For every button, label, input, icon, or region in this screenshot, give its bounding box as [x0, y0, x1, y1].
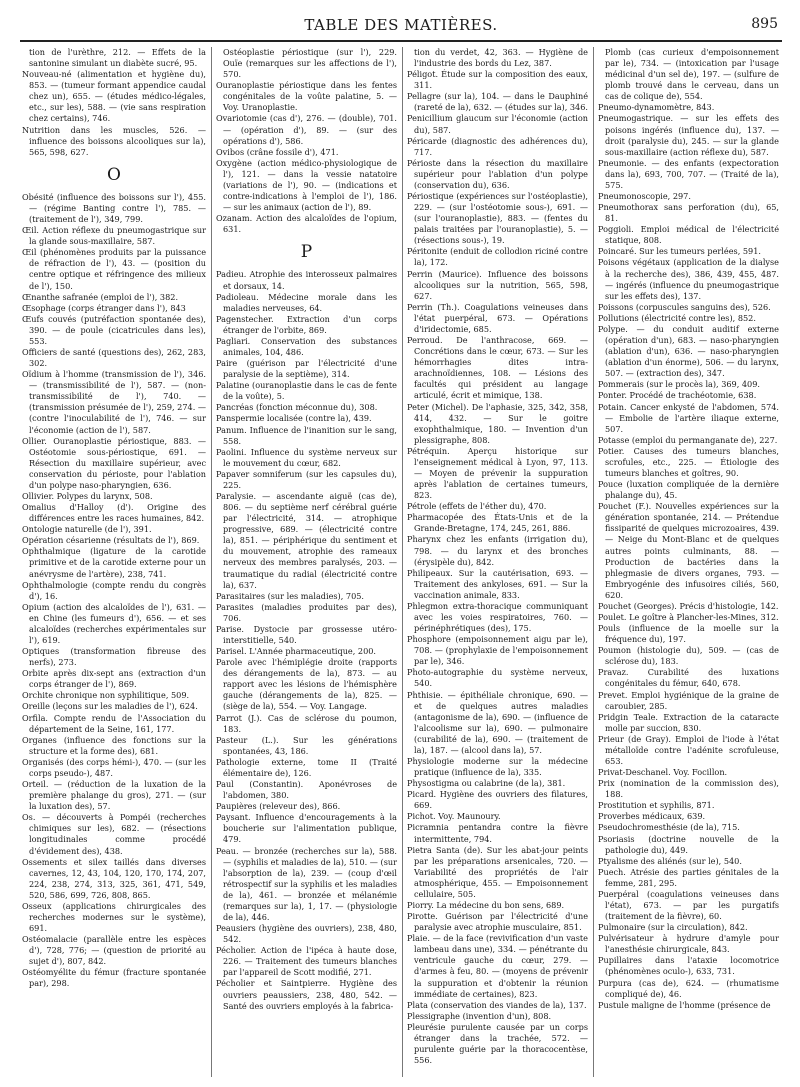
index-entry: Pneumonie. — des enfants (expectoration dans la), 693, 700, 707. — (Traité de la), 575.	[598, 157, 779, 190]
index-entry: Perrin (Th.). Coagulations veineuses dans l'état puerpéral, 673. — Opérations d'iridectomie, 685.	[407, 301, 588, 334]
index-entry: Pichot. Voy. Maunoury.	[407, 811, 501, 822]
index-entry: Oreille (leçons sur les maladies de l'), 624.	[22, 701, 198, 712]
index-entry: Pagenstecher. Extraction d'un corps étranger de l'orbite, 869.	[216, 313, 397, 335]
index-entry: Paul (Constantin). Aponévroses de l'abdomen, 380.	[216, 779, 397, 801]
index-entry: Paupières (releveur des), 866.	[216, 801, 341, 812]
index-entry: Prevet. Emploi hygiénique de la graine de caroubier, 285.	[598, 689, 779, 711]
index-entry: Œsophage (corps étranger dans l'), 843	[22, 302, 186, 313]
index-entry: Potasse (emploi du permanganate de), 227.	[598, 434, 778, 445]
index-entry: Padieu. Atrophie des interosseux palmaires et dorsaux, 14.	[216, 269, 397, 291]
index-entry: Péritonite (enduit de collodion riciné contre la), 172.	[407, 246, 588, 268]
index-entry: Orbite après dix-sept ans (extraction d'un corps étranger de l'), 869.	[22, 668, 206, 690]
index-entry: Plessigraphe (invention d'un), 808.	[407, 1010, 552, 1021]
index-entry: Piorry. La médecine du bon sens, 689.	[407, 900, 565, 911]
index-entry: Paolini. Influence du système nerveux sur le mouvement du cœur, 682.	[216, 446, 397, 468]
index-entry: Pollutions (électricité contre les), 852.	[598, 312, 756, 323]
index-column	[20, 47, 208, 1077]
index-entry: Pulvérisateur à hydrure d'amyle pour l'anesthésie chirurgicale, 843.	[598, 933, 779, 955]
index-entry: Phthisie. — épithéliale chronique, 690. — et de quelques autres maladies (antagonisme de la), 690. — (influence de l'alcoolisme sur la), 690. — pulmonaire (curabilité de la), 690. — (traitement de la), 187. — (alcool dans la), 57.	[407, 689, 588, 755]
index-entry: Pagliari. Conservation des substances animales, 104, 486.	[216, 335, 397, 357]
index-entry: Paysant. Influence d'encouragements à la boucherie sur l'alimentation publique, 479.	[216, 812, 397, 845]
index-entry: Omalius d'Halloy (d'). Origine des différences entre les races humaines, 842.	[22, 502, 206, 524]
index-entry: Pouchet (Georges). Précis d'histologie, 142.	[598, 600, 779, 611]
index-entry: Physiologie moderne sur la médecine pratique (influence de la), 335.	[407, 756, 588, 778]
index-entry: Pietra Santa (de). Sur les abat-jour peints par les préparations arsenicales, 720. — Variabilité des propriétés de l'air atmosphérique, 455. — Empoisonnement cellulaire, 505.	[407, 844, 588, 899]
index-entry: Ozanam. Action des alcaloïdes de l'opium, 631.	[216, 213, 397, 235]
index-entry: Pleurésie purulente causée par un corps étranger dans la trachée, 572. — purulente guérie par la thoracocentèse, 556.	[407, 1021, 588, 1066]
index-entry: Poissons (corpuscules sanguins des), 526.	[598, 301, 771, 312]
index-entry: tion de l'urèthre, 212. — Effets de la santonine simulant un diabète sucré, 95.	[29, 47, 206, 69]
index-entry: Parrot (J.). Cas de sclérose du poumon, 183.	[216, 712, 397, 734]
index-entry: Ptyalisme des aliénés (sur le), 540.	[598, 855, 742, 866]
index-entry: Ovibos (crâne fossile d'), 471.	[216, 146, 339, 157]
index-entry: Peausiers (hygiène des ouvriers), 238, 480, 542.	[216, 923, 397, 945]
index-entry: Plomb (cas curieux d'empoisonnement par le), 734. — (intoxication par l'usage médicinal d'un sel de), 197. — (sulfure de plomb trouvé dans le cerveau, dans un cas de colique de), 554.	[605, 47, 779, 102]
index-entry: Orteil. — (réduction de la luxation de la première phalange du gros), 271. — (sur la luxation des), 57.	[22, 779, 206, 812]
index-entry: Pétrole (effets de l'éther du), 470.	[407, 501, 547, 512]
index-entry: Pneumothorax sans perforation (du), 65, 81.	[598, 202, 779, 224]
index-entry: Parole avec l'hémiplégie droite (rapports des dérangements de la), 873. — au rapport avec les lésions de l'hémisphère gauche (dérangements de la), 825. — (siège de la), 554. — Voy. Langage.	[216, 657, 397, 712]
page-header	[20, 14, 782, 36]
index-entry: Privat-Deschanel. Voy. Focillon.	[598, 767, 728, 778]
index-entry: Pseudochromesthésie (de la), 715.	[598, 822, 740, 833]
index-entry: Opium (action des alcaloïdes de l'), 631. — en Chine (les fumeurs d'), 656. — et ses alcaloïdes (recherches expérimentales sur l'), 619.	[22, 601, 206, 646]
index-entry: Puerpéral (coagulations veineuses dans l'état), 673. — par les purgatifs (traitement de la fièvre), 60.	[598, 888, 779, 922]
section-letter: P	[300, 242, 313, 263]
index-entry: Ostéomalacie (parallèle entre les espèces d'), 728, 776; — (question de priorité au sujet d'), 807, 842.	[22, 934, 206, 967]
index-entry: Prieur (de Gray). Emploi de l'iode à l'état métalloïde contre l'adénite scrofuleuse, 653.	[598, 733, 779, 766]
index-columns	[20, 47, 782, 1077]
index-entry: Purpura (cas de), 624. — (rhumatisme compliqué de), 46.	[598, 977, 779, 999]
index-entry: Poulet. Le goître à Plancher-les-Mines, 312.	[598, 611, 779, 622]
index-entry: Obésité (influence des boissons sur l'), 455. — (régime Banting contre l'), 785. — (traitement de l'), 349, 799.	[22, 191, 206, 225]
index-entry: Pneumogastrique. — sur les effets des poisons ingérés (influence du), 137. — droit (paralysie du), 245. — sur la glande sous-maxillaire (action réflexe du), 587.	[598, 113, 779, 157]
index-entry: Officiers de santé (questions des), 262, 283, 302.	[22, 346, 206, 369]
index-entry: Œil (phénomènes produits par la puissance de réfraction de l'), 43. — (position du centre optique et réfringence des milieux de l'), 150.	[22, 247, 206, 291]
index-column	[593, 47, 781, 1077]
index-entry: Ollier. Ouranoplastie périostique, 883. — Ostéotomie sous-périostique, 691. — Résection du maxillaire supérieur, avec conservation du périoste, pour l'ablation d'un polype naso-pharyngien, 636.	[22, 435, 206, 490]
index-entry: Ossements et silex taillés dans diverses cavernes, 12, 43, 104, 120, 170, 174, 207, 224, 238, 274, 313, 325, 361, 471, 549, 520, 586, 699, 726, 808, 865.	[22, 856, 206, 900]
index-entry: Panspermie localisée (contre la), 439.	[216, 413, 372, 424]
index-entry: Péricarde (diagnostic des adhérences du), 717.	[407, 135, 588, 157]
index-entry: Ollivier. Polypes du larynx, 508.	[22, 491, 153, 501]
index-entry: Pouls (influence de la moelle sur la fréquence du), 197.	[598, 623, 779, 645]
index-entry: Parasitaires (sur les maladies), 705.	[216, 590, 364, 601]
index-entry: Osseux (applications chirurgicales des recherches modernes sur le système), 691.	[22, 900, 206, 934]
index-entry: Pécholier. Action de l'ipéca à haute dose, 226. — Traitement des tumeurs blanches par l'appareil de Scott modifié, 271.	[216, 945, 397, 978]
index-entry: Pupillaires dans l'ataxie locomotrice (phénomènes oculo-), 633, 731.	[598, 955, 779, 977]
index-entry: Orfila. Compte rendu de l'Association du département de la Seine, 161, 177.	[22, 712, 206, 734]
index-entry: Pommerais (sur le procès la), 369, 409.	[598, 379, 760, 390]
index-entry: Pouchet (F.). Nouvelles expériences sur la génération spontanée, 214. — Prétendue fissiparité de quelques microzoaires, 439. — Neige du Mont-Blanc et de quelques autres points culminants, 88. — Production de bactéries dans la phlegmasie de divers organes, 793. — Embryogénie des infusoires ciliés, 560, 620.	[598, 501, 779, 600]
header-rule	[20, 40, 782, 42]
index-entry: Orchite chronique non syphilitique, 509.	[22, 690, 190, 701]
index-entry: Ostéomyélite du fémur (fracture spontanée par), 298.	[22, 967, 206, 989]
index-entry: Ponter. Procédé de trachéotomie, 638.	[598, 390, 757, 401]
index-entry: Pravaz. Curabilité des luxations congénitales du fémur, 640, 678.	[598, 667, 779, 689]
index-entry: Plaie. — de la face (revivification d'un vaste lambeau dans une), 334. — pénétrante du ventricule gauche du cœur, 279. — d'armes à feu, 80. — (moyens de prévenir la suppuration et d'obtenir la réunion immédiate de certaines), 823.	[407, 933, 588, 999]
index-entry: Potier. Causes des tumeurs blanches, scrofules, etc., 225. — Étiologie des tumeurs blanches et goîtres, 90.	[598, 445, 779, 478]
index-entry: Oxygène (action médico-physiologique de l'), 121. — dans la vessie natatoire (variations de l'), 90. — (indications et contre-indications à l'emploi de l'), 186. — sur les animaux (action de l'), 89.	[216, 157, 397, 213]
index-entry: Pulmonaire (sur la circulation), 842.	[598, 922, 748, 933]
index-entry: Parisel. L'Année pharmaceutique, 200.	[216, 646, 376, 657]
index-entry: Pasteur (L.). Sur les générations spontanées, 43, 186.	[216, 734, 397, 756]
index-entry: Pancréas (fonction méconnue du), 308.	[216, 402, 378, 413]
index-entry: Polype. — du conduit auditif externe (opération d'un), 683. — naso-pharyngien (ablation d'un), 636. — naso-pharyngien (ablation d'un énorme), 506. — du larynx, 507. — (extraction des), 347.	[598, 323, 779, 379]
index-entry: Ouranoplastie périostique dans les fentes congénitales de la voûte palatine, 5. — Voy. Uranoplastie.	[216, 80, 397, 113]
index-entry: Oïdium à l'homme (transmission de l'), 346. — (transmissibilité de l'), 587. — (non-transmissibilité de l'), 740. — (transmission présumée de l'), 259, 274. — (contre l'inoculabilité de l'), 746. — sur l'économie (action de l'), 587.	[22, 369, 206, 435]
index-entry: Œnanthe safranée (emploi de l'), 382.	[22, 291, 179, 302]
index-entry: Penicillium glaucum sur l'économie (action du), 587.	[407, 113, 588, 135]
index-entry: Pétréquin. Aperçu historique sur l'enseignement médical à Lyon, 97, 113. — Moyen de prévenir la suppuration après l'ablation de certaines tumeurs, 823.	[407, 445, 588, 501]
index-entry: Perroud. De l'anthracose, 669. — Concrétions dans le cœur, 673. — Sur les hémorrhagies dites intra-arachnoïdiennes, 108. — Lésions des facultés qui président au langage articulé, écrit et mimique, 138.	[407, 335, 588, 401]
index-entry: Phosphore (empoisonnement aigu par le), 708. — (prophylaxie de l'empoisonnement par le), 346.	[407, 634, 588, 667]
index-column	[211, 47, 399, 1077]
index-entry: Pellagre (sur la), 104. — dans le Dauphiné (rareté de la), 632. — (études sur la), 346.	[407, 91, 588, 113]
index-entry: Parasites (maladies produites par des), 706.	[216, 601, 397, 623]
index-entry: Potain. Cancer enkysté de l'abdomen, 574. — Embolie de l'artère iliaque externe, 507.	[598, 401, 779, 434]
index-entry: Périoste dans la résection du maxillaire supérieur pour l'ablation d'un polype (conservation du), 636.	[407, 157, 588, 190]
index-entry: Paire (guérison par l'électricité d'une paralysie de la septième), 314.	[216, 358, 397, 380]
index-entry: Poggioli. Emploi médical de l'électricité statique, 808.	[598, 224, 779, 246]
index-entry: Parise. Dystocie par grossesse utéro-interstitielle, 540.	[216, 623, 397, 646]
index-entry: Ostéoplastie périostique (sur l'), 229. Ouïe (remarques sur les affections de l'), 570.	[223, 47, 397, 80]
index-entry: Papaver somniferum (sur les capsules du), 225.	[216, 468, 397, 490]
index-entry: Pathologie externe, tome II (Traité élémentaire de), 126.	[216, 756, 397, 778]
index-entry: Prostitution et syphilis, 871.	[598, 800, 715, 811]
index-entry: Poincaré. Sur les tumeurs perlées, 591.	[598, 246, 761, 257]
index-entry: Pharynx chez les enfants (irrigation du), 798. — du larynx et des bronches (érysipèle du), 842.	[407, 534, 588, 567]
index-entry: Pécholier et Saintpierre. Hygiène des ouvriers peaussiers, 238, 480, 542. — Santé des ouvriers employés à la fabrica-	[216, 978, 397, 1011]
index-entry: Peau. — bronzée (recherches sur la), 588. — (syphilis et maladies de la), 510. — (sur l'absorption de la), 239. — (coup d'œil rétrospectif sur la syphilis et les maladies de la), 461. — bronzée et mélanémie (remarques sur la), 1, 17. — (physiologie de la), 446.	[216, 845, 397, 922]
index-entry: Phlegmon extra-thoracique communiquant avec les voies respiratoires, 760. — périnéphrétiques (des), 175.	[407, 600, 588, 634]
index-entry: Pharmacopée des États-Unis et de la Grande-Bretagne, 174, 245, 261, 886.	[407, 512, 588, 534]
index-entry: Opération césarienne (résultats de l'), 869.	[22, 535, 200, 546]
index-entry: Ontologie naturelle (de l'), 391.	[22, 524, 152, 535]
index-entry: Pouce (luxation compliquée de la dernière phalange du), 45.	[598, 479, 779, 501]
index-entry: Pustule maligne de l'homme (présence de	[598, 999, 771, 1010]
index-entry: Pirotte. Guérison par l'électricité d'une paralysie avec atrophie musculaire, 851.	[407, 911, 588, 933]
page-number: 895	[751, 16, 778, 32]
index-entry: Peter (Michel). De l'aphasie, 325, 342, 358, 414, 432. — Sur le goitre exophthalmique, 180. — Invention d'un plessigraphe, 808.	[407, 401, 588, 445]
index-entry: Puech. Atrésie des parties génitales de la femme, 281, 295.	[598, 866, 779, 888]
index-entry: tion du verdet, 42, 363. — Hygiène de l'industrie des bords du Lez, 387.	[414, 47, 588, 69]
index-entry: Optiques (transformation fibreuse des nerfs), 273.	[22, 646, 206, 668]
index-entry: Nutrition dans les muscles, 526. — influence des boissons alcooliques sur la), 565, 598, 627.	[22, 124, 206, 157]
section-letter: O	[107, 164, 121, 185]
index-entry: Prix (nomination de la commission des), 188.	[598, 778, 779, 800]
index-entry: Organes (influence des fonctions sur la structure et la forme des), 681.	[22, 734, 206, 756]
index-entry: Pridgin Teale. Extraction de la cataracte molle par succion, 830.	[598, 711, 779, 733]
index-entry: Os. — découverts à Pompéi (recherches chimiques sur les), 682. — (résections longitudinales comme procédé d'évidement des), 438.	[22, 812, 206, 856]
index-entry: Philipeaux. Sur la cautérisation, 693. — Traitement des ankyloses, 691. — Sur la vaccination animale, 833.	[407, 567, 588, 600]
index-entry: Nouveau-né (alimentation et hygiène du), 853. — (tumeur formant appendice caudal chez un), 655. — (études médico-légales, etc., sur les), 588. — (vie sans respiration chez certains), 746.	[22, 69, 206, 124]
index-entry: Padioleau. Médecine morale dans les maladies nerveuses, 64.	[216, 291, 397, 313]
index-entry: Organisés (des corps hémi-), 470. — (sur les corps pseudo-), 487.	[22, 756, 206, 778]
index-entry: Péligot. Étude sur la composition des eaux, 311.	[407, 69, 588, 91]
index-entry: Perrin (Maurice). Influence des boissons alcooliques sur la nutrition, 565, 598, 627.	[407, 268, 588, 301]
index-entry: Plata (conservation des viandes de la), 137.	[407, 999, 587, 1010]
index-entry: Picramnia pentandra contre la fièvre intermittente, 794.	[407, 822, 588, 844]
index-entry: Poisons végétaux (application de la dialyse à la recherche des), 386, 439, 455, 487. — ingérés (influence du pneumogastrique sur les effets des), 137.	[598, 257, 779, 301]
index-entry: Psoriasis (doctrine nouvelle de la pathologie du), 449.	[598, 833, 779, 855]
index-entry: Ovariotomie (cas d'), 276. — (double), 701. — (opération d'), 89. — (sur des opérations d'), 586.	[216, 113, 397, 146]
index-entry: Pneumonoscopie, 297.	[598, 191, 691, 202]
index-entry: Poumon (histologie du), 509. — (cas de sclérose du), 183.	[598, 645, 779, 667]
index-entry: Panum. Influence de l'inanition sur le sang, 558.	[216, 424, 397, 446]
index-entry: Photo-autographie du système nerveux, 540.	[407, 667, 588, 689]
index-entry: Ophthalmique (ligature de la carotide primitive et de la carotide externe pour un anévrysme de l'artère), 238, 741.	[22, 546, 206, 579]
index-entry: Paralysie. — ascendante aiguë (cas de), 806. — du septième nerf cérébral guérie par l'électricité, 314. — atrophique progressive, 689. — (électricité contre la), 851. — périphérique du sentiment et du mouvement, atrophie des rameaux nerveux des membres paralysés, 203. — traumatique du radial (électricité contre la), 637.	[216, 491, 397, 590]
index-column	[402, 47, 590, 1077]
index-entry: Œil. Action réflexe du pneumogastrique sur la glande sous-maxillaire, 587.	[22, 225, 206, 247]
index-entry: Proverbes médicaux, 639.	[598, 811, 706, 822]
page-title: TABLE DES MATIÈRES.	[304, 16, 498, 34]
index-entry: Pneumo-dynamomètre, 843.	[598, 102, 715, 113]
index-entry: Physostigma ou calabrine (de la), 381.	[407, 778, 566, 789]
index-entry: Ophthalmologie (compte rendu du congrès d'), 16.	[22, 579, 206, 601]
index-entry: Picard. Hygiène des ouvriers des filatures, 669.	[407, 789, 588, 811]
index-entry: Périostique (expériences sur l'ostéoplastie), 229. — (sur l'ostéotomie sous-), 691. — (sur l'ouranoplastie), 883. — (fentes du palais traitées par l'ouranoplastie), 5. — (résections sous-), 19.	[407, 191, 588, 246]
index-entry: Œufs couvés (putréfaction spontanée des), 390. — de poule (cicatricules dans les), 553.	[22, 313, 206, 346]
index-entry: Palatine (ouranoplastie dans le cas de fente de la voûte), 5.	[216, 380, 397, 402]
